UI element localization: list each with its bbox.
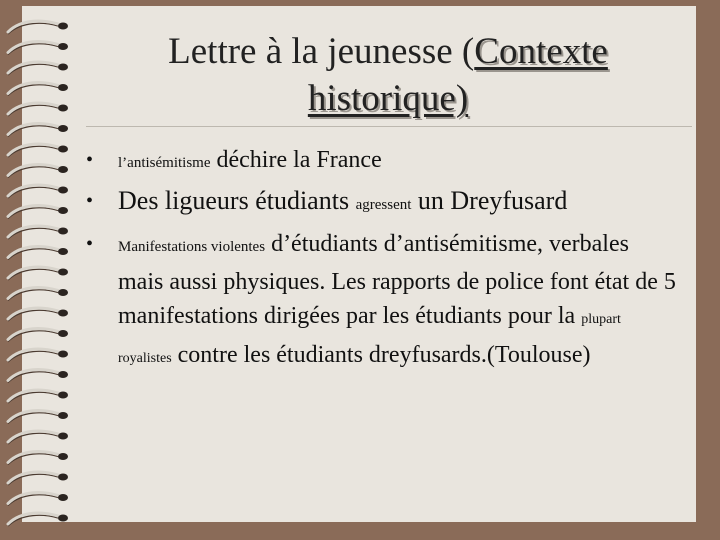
bullet-3-text-a: d’étudiants d’antisémitisme, verbales mais aussi physiques. Les rapports de police font état de 5 manifestations dirigées par les étudiants pour la [118, 231, 676, 329]
binding-ring [8, 411, 68, 424]
binding-ring [8, 329, 68, 342]
bullet-2-text-b: un Dreyfusard [411, 186, 568, 215]
binding-ring [8, 431, 68, 444]
binding-ring [8, 144, 68, 157]
binding-ring [8, 452, 68, 465]
title-text-plain: Lettre à la jeunesse ( [168, 31, 475, 72]
bullet-1-text: déchire la France [210, 147, 382, 173]
bullet-item-1 [86, 144, 676, 179]
binding-ring [8, 267, 68, 280]
bullet-2-text-a: Des ligueurs étudiants [118, 186, 356, 215]
binding-ring [8, 349, 68, 362]
bullet-item-3 [86, 227, 676, 376]
binding-ring [8, 390, 68, 403]
binding-ring [8, 124, 68, 137]
bullet-3-text-b: contre les étudiants dreyfusards.(Toulouse) [171, 341, 591, 368]
binding-ring [8, 513, 68, 526]
binding-ring [8, 288, 68, 301]
title-text-underlined-2: historique) [307, 78, 469, 119]
bullet-3-small-text: Manifestations violentes [118, 239, 266, 255]
binding-ring [8, 83, 68, 96]
title-divider [86, 126, 692, 127]
binding-ring [8, 472, 68, 485]
binding-ring [8, 308, 68, 321]
bullet-1-small-text: l’antisémitisme [118, 155, 211, 171]
binding-ring [8, 42, 68, 55]
bullet-3-small-text-2: plupart royalistes [118, 312, 621, 366]
bullet-2-small-text: agressent [355, 197, 412, 213]
binding-ring [8, 103, 68, 116]
spiral-binding [0, 0, 80, 540]
bullet-dot: • [86, 149, 94, 171]
binding-ring [8, 165, 68, 178]
binding-ring [8, 185, 68, 198]
bullet-dot: • [86, 190, 94, 212]
binding-ring [8, 247, 68, 260]
bullet-list [86, 144, 676, 376]
binding-ring [8, 493, 68, 506]
bullet-dot: • [86, 233, 94, 255]
binding-ring [8, 62, 68, 75]
binding-ring [8, 226, 68, 239]
bullet-item-2 [86, 183, 676, 223]
binding-ring [8, 206, 68, 219]
binding-ring [8, 370, 68, 383]
title-text-underlined-1: Contexte [474, 31, 608, 72]
binding-ring [8, 21, 68, 34]
slide-title [88, 28, 688, 122]
